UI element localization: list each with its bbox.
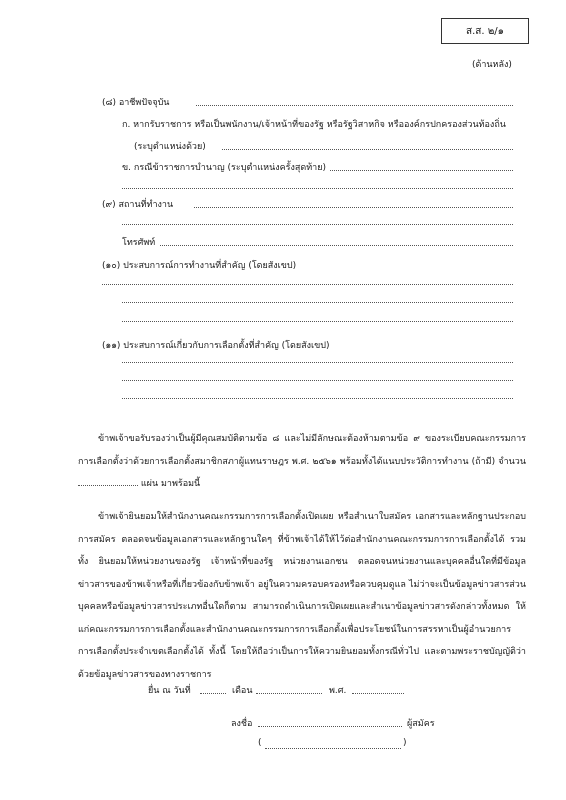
name-open-paren: ( xyxy=(258,738,262,748)
item9-phone-label: โทรศัพท์ xyxy=(122,238,156,248)
page-side-label: (ด้านหลัง) xyxy=(472,60,512,70)
item8-a-line2: (ระบุตำแหน่งด้วย) xyxy=(134,142,206,152)
item8-occupation-line[interactable] xyxy=(196,105,513,106)
form-code-box xyxy=(441,18,529,44)
item8-extra-line[interactable] xyxy=(122,188,513,189)
item10-line1[interactable] xyxy=(102,284,513,285)
item10-line3[interactable] xyxy=(122,321,513,322)
item9-phone-line[interactable] xyxy=(160,245,513,246)
submit-day-line[interactable] xyxy=(200,693,226,694)
attachment-count-line[interactable] xyxy=(78,477,138,486)
item8-a-position-line[interactable] xyxy=(222,149,513,150)
signature-label: ลงชื่อ xyxy=(231,719,253,729)
certify-paragraph xyxy=(78,428,526,496)
item11-line2[interactable] xyxy=(122,380,513,381)
submit-year-label: พ.ศ. xyxy=(329,686,347,696)
submit-year-line[interactable] xyxy=(352,693,404,694)
form-code: ส.ส. ๒/๑ xyxy=(465,25,505,37)
item9-title: (๙) สถานที่ทำงาน xyxy=(102,200,174,210)
consent-text: ข้าพเจ้ายินยอมให้สำนักงานคณะกรรมการการเลือกตั้งเปิดเผย หรือสำเนาใบสมัคร เอกสารและหลักฐานประกอบการสมัคร ตลอดจนข้อมูลเอกสารและหลักฐานใดๆ ที่ข้าพเจ้าได้ให้ไว้ต่อสำนักงานคณะกรรมการการเลือกตั้งได้ รวมทั้ง ยินยอมให้หน่วยงานของรัฐ เจ้าหน้าที่ของรัฐ หน่วยงานเอกชน ตลอดจนหน่วยงานและบุคคลอื่นใดที่มีข้อมูลข่าวสารของข้าพเจ้าหรือที่เกี่ยวข้องกับข้าพเจ้า อยู่ในความครอบครองหรือควบคุมดูแล ไม่ว่าจะเป็นข้อมูลข่าวสารส่วนบุคคลหรือข้อมูลข่าวสารประเภทอื่นใดก็ตาม สามารถดำเนินการเปิดเผยและสำเนาข้อมูลข่าวสารดังกล่าวทั้งหมด ให้แก่คณะกรรมการการเลือกตั้งและสำนักงานคณะกรรมการการเลือกตั้งเพื่อประโยชน์ในการสรรหาเป็นผู้อำนวยการการเลือกตั้งประจำเขตเลือกตั้งได้ ทั้งนี้ โดยให้ถือว่าเป็นการให้ความยินยอมทั้งกรณีทั่วไป และตามพระราชบัญญัติว่าด้วยข้อมูลข่าวสารของทางราชการ xyxy=(78,512,526,680)
item10-line2[interactable] xyxy=(122,302,513,303)
item9-workplace-line1[interactable] xyxy=(194,207,513,208)
printed-name-line[interactable] xyxy=(265,748,401,749)
applicant-label: ผู้สมัคร xyxy=(407,719,435,729)
item8-title: (๘) อาชีพปัจจุบัน xyxy=(102,98,170,108)
certify-text-a: ข้าพเจ้าขอรับรองว่าเป็นผู้มีคุณสมบัติตามข้อ ๘ และไม่มีลักษณะต้องห้ามตามข้อ ๙ ของระเบียบคณะกรรมการการเลือกตั้งว่าด้วยการเลือกตั้งสมาชิกสภาผู้แทนราษฎร พ.ศ. ๒๕๖๑ พร้อมทั้งได้แนบประวัติการทำงาน (ถ้ามี) จำนวน xyxy=(78,434,526,467)
item11-title: (๑๑) ประสบการณ์เกี่ยวกับการเลือกตั้งที่สำคัญ (โดยสังเขป) xyxy=(102,341,330,351)
item11-line1[interactable] xyxy=(122,362,513,363)
submit-month-label: เดือน xyxy=(232,686,253,696)
name-close-paren: ) xyxy=(403,738,407,748)
consent-paragraph xyxy=(78,506,526,686)
signature-line[interactable] xyxy=(258,726,402,727)
item8-b-line: ข. กรณีข้าราชการบำนาญ (ระบุตำแหน่งครั้งสุดท้าย) xyxy=(122,163,326,173)
item11-line3[interactable] xyxy=(122,398,513,399)
item8-a-line1: ก. หากรับราชการ หรือเป็นพนักงาน/เจ้าหน้าที่ของรัฐ หรือรัฐวิสาหกิจ หรือองค์กรปกครองส่วนท้องถิ่น xyxy=(122,120,506,130)
item8-b-position-line[interactable] xyxy=(330,170,513,171)
submit-month-line[interactable] xyxy=(256,693,322,694)
submit-date-label: ยื่น ณ วันที่ xyxy=(148,686,191,696)
certify-text-b: แผ่น มาพร้อมนี้ xyxy=(140,479,201,489)
item9-workplace-line2[interactable] xyxy=(122,224,513,225)
item10-title: (๑๐) ประสบการณ์การทำงานที่สำคัญ (โดยสังเขป) xyxy=(102,261,297,271)
